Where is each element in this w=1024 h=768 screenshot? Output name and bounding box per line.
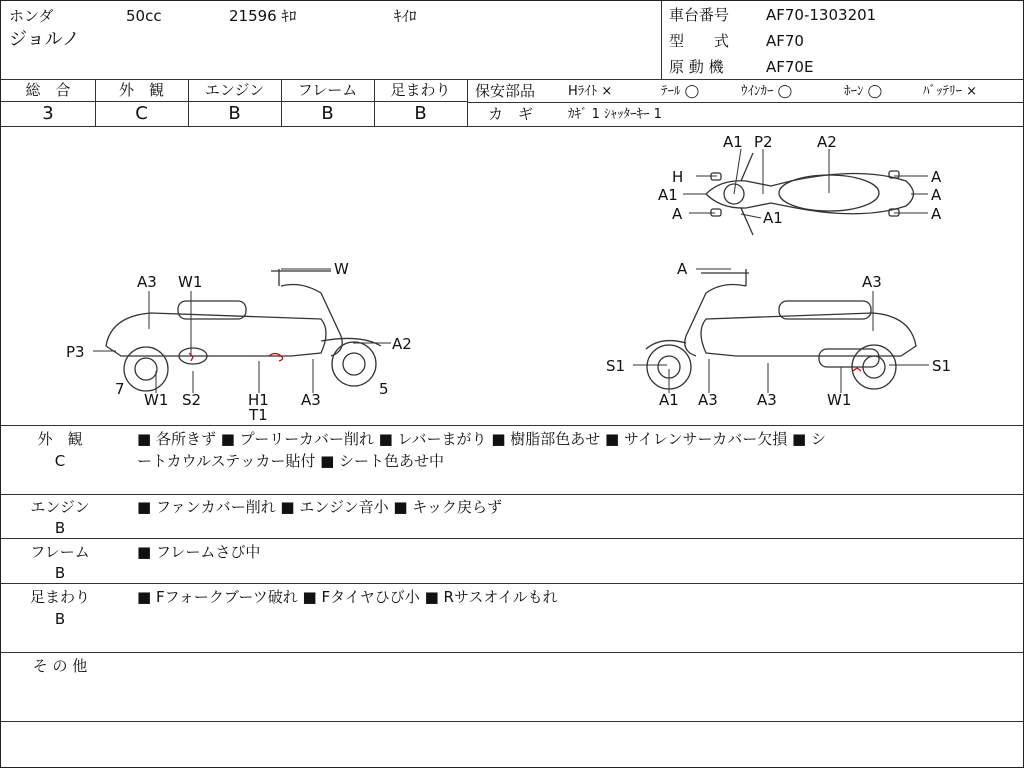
safety-tail: ﾃｰﾙ ◯	[661, 84, 700, 99]
score-engine: B	[228, 103, 241, 124]
remark-text-exterior-2: ートカウルステッカー貼付 ■ シート色あせ中	[137, 452, 445, 470]
top-label-p2: P2	[754, 133, 773, 151]
divider	[1, 652, 1023, 653]
left-label-s2: S2	[182, 391, 202, 409]
right-label-a3-1: A3	[698, 391, 718, 409]
color: ｷｲﾛ	[394, 7, 417, 25]
remark-grade-engine: B	[54, 519, 66, 537]
right-label-a1: A1	[659, 391, 679, 409]
remark-text-engine: ■ ファンカバー削れ ■ エンジン音小 ■ キック戻らず	[137, 498, 503, 516]
left-label-a3-bottom: A3	[301, 391, 321, 409]
safety-label: 保安部品	[475, 82, 536, 100]
mileage: 21596 ｷﾛ	[229, 7, 297, 25]
score-overall: 3	[42, 103, 54, 124]
remark-grade-exterior: C	[54, 452, 66, 470]
safety-battery: ﾊﾞｯﾃﾘｰ ×	[923, 84, 978, 99]
type-label: 型 式	[669, 32, 730, 50]
remark-text-frame: ■ フレームさび中	[137, 543, 261, 561]
safety-winker: ｳｲﾝｶｰ ◯	[741, 84, 793, 99]
remark-label-exterior: 外 観	[37, 430, 83, 448]
model-name: ジョルノ	[9, 29, 80, 50]
remark-grade-suspension: B	[54, 610, 66, 628]
divider	[661, 1, 662, 79]
score-frame: B	[321, 103, 334, 124]
top-label-a-r2: A	[931, 186, 942, 204]
remark-text-exterior-1: ■ 各所きず ■ プーリーカバー削れ ■ レバーまがり ■ 樹脂部色あせ ■ サイレンサーカバー欠損 ■ シ	[137, 430, 826, 448]
remark-label-suspension: 足まわり	[29, 588, 90, 606]
safety-headlight: Hﾗｲﾄ ×	[568, 84, 613, 99]
key-label: カ ギ	[488, 105, 534, 123]
top-label-a2: A2	[817, 133, 837, 151]
divider	[1, 79, 1023, 80]
engine-label: 原 動 機	[669, 58, 724, 76]
left-label-a2: A2	[392, 335, 412, 353]
score-label-frame: フレーム	[297, 81, 358, 99]
divider	[1, 425, 1023, 426]
top-label-a-r1: A	[931, 168, 942, 186]
top-label-a1-left: A1	[658, 186, 678, 204]
divider	[1, 538, 1023, 539]
top-label-a-r3: A	[931, 205, 942, 223]
score-suspension: B	[414, 103, 427, 124]
divider	[1, 721, 1023, 722]
remark-label-frame: フレーム	[30, 543, 90, 561]
score-label-exterior: 外 観	[118, 81, 164, 99]
divider	[1, 494, 1023, 495]
top-label-a1-bottom: A1	[763, 209, 783, 227]
left-label-w1-bottom: W1	[144, 391, 169, 409]
remark-text-suspension: ■ Fフォークブーツ破れ ■ Fタイヤひび小 ■ Rサスオイルもれ	[137, 588, 558, 606]
right-label-a: A	[677, 260, 688, 278]
key-value: ｶｷﾞ 1 ｼｬｯﾀｰｷｰ 1	[568, 107, 662, 122]
engine-value: AF70E	[766, 58, 814, 76]
right-label-s1-left: S1	[606, 357, 626, 375]
frame-no: AF70-1303201	[766, 6, 877, 24]
safety-horn: ﾎｰﾝ ◯	[844, 84, 883, 99]
top-label-a1: A1	[723, 133, 743, 151]
remark-grade-frame: B	[54, 564, 66, 582]
divider	[1, 101, 467, 102]
right-label-w1: W1	[827, 391, 852, 409]
type-value: AF70	[766, 32, 804, 50]
score-label-overall: 総 合	[25, 81, 71, 99]
divider	[467, 102, 1023, 103]
left-label-h1: H1	[248, 391, 269, 409]
left-label-p3: P3	[66, 343, 85, 361]
divider	[1, 583, 1023, 584]
left-label-w: W	[334, 260, 349, 278]
left-label-5: 5	[379, 380, 389, 398]
left-label-w1: W1	[178, 273, 203, 291]
damage-diagram	[1, 127, 1023, 425]
maker: ホンダ	[9, 7, 54, 25]
right-label-a3-2: A3	[757, 391, 777, 409]
score-label-suspension: 足まわり	[390, 81, 451, 99]
right-label-a3: A3	[862, 273, 882, 291]
remark-label-engine: エンジン	[30, 498, 90, 516]
left-label-t1: T1	[249, 406, 268, 424]
remark-label-other: そ の 他	[32, 657, 88, 675]
frame-no-label: 車台番号	[669, 6, 730, 24]
score-exterior: C	[135, 103, 148, 124]
left-label-7: 7	[115, 380, 125, 398]
left-label-a3: A3	[137, 273, 157, 291]
displacement: 50cc	[126, 7, 162, 25]
top-label-a-left: A	[672, 205, 683, 223]
right-label-s1-right: S1	[932, 357, 952, 375]
top-label-h: H	[672, 168, 684, 186]
score-label-engine: エンジン	[204, 81, 265, 99]
top-view-scooter	[706, 153, 914, 235]
